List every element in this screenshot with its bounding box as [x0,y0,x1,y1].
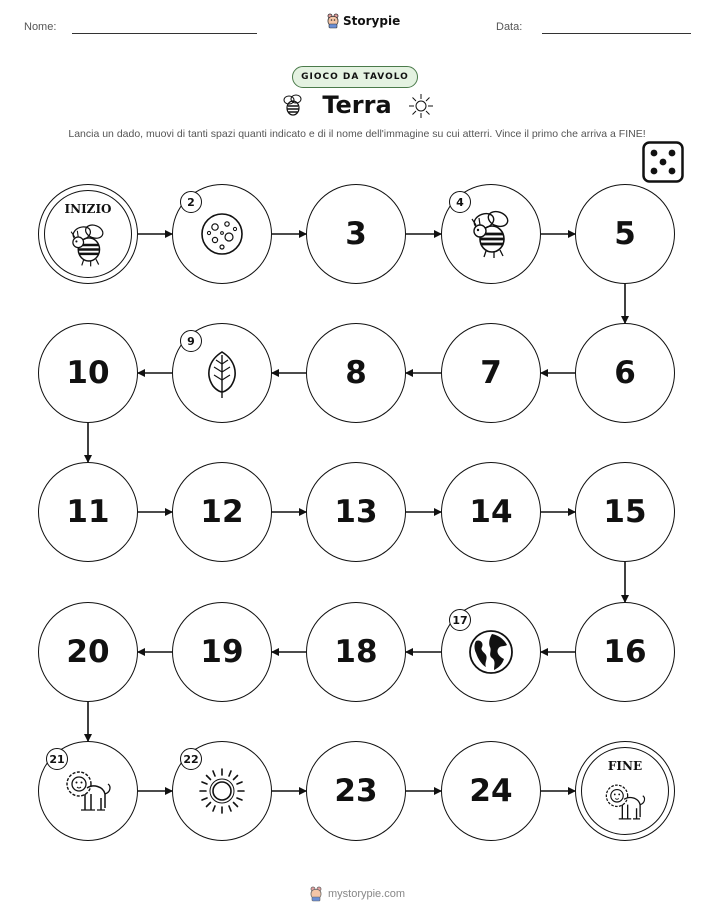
footer-url[interactable]: mystorypie.com [327,888,406,900]
board-space-3 [306,184,406,284]
space-number-badge: 9 [180,330,202,352]
instructions-text: Lancia un dado, muovi di tanti spazi quanti indicato e di il nome dell'immagine su cui atterri. Vince il primo che arriva a FINE! [68,128,646,140]
space-number: 23 [334,773,378,809]
board-space-4 [441,184,541,284]
board-space-8 [306,323,406,423]
board-space-20 [38,602,138,702]
lion-icon [61,764,115,818]
board-space-22 [172,741,272,841]
start-space [38,184,138,284]
board-space-6 [575,323,675,423]
board-space-18 [306,602,406,702]
board-space-14 [441,462,541,562]
board-space-15 [575,462,675,562]
space-number: 13 [334,494,378,530]
space-number: 3 [345,216,367,252]
board-space-23 [306,741,406,841]
moon-icon [195,207,249,261]
space-number: 5 [614,216,636,252]
board-space-9 [172,323,272,423]
space-number: 19 [200,634,244,670]
space-number: 16 [603,634,647,670]
board-space-21 [38,741,138,841]
earth-icon [464,625,518,679]
finish-space [575,741,675,841]
space-number-badge: 17 [449,609,471,631]
board-space-17 [441,602,541,702]
storypie-mascot-icon [309,886,323,902]
space-number: 7 [480,355,502,391]
space-number: 12 [200,494,244,530]
board-title: Terra [322,91,392,119]
board-space-19 [172,602,272,702]
name-label: Nome: [24,21,57,33]
space-number: 6 [614,355,636,391]
board-space-5 [575,184,675,284]
space-number: 20 [66,634,110,670]
lion-icon [601,756,649,826]
sun-icon [195,764,249,818]
space-number: 10 [66,355,110,391]
space-number-badge: 4 [449,191,471,213]
space-number-badge: 2 [180,191,202,213]
leaf-icon [195,346,249,400]
board-space-2 [172,184,272,284]
finish-label: FINE [607,759,643,773]
game-type-badge: GIOCO DA TAVOLO [292,66,418,88]
board-space-7 [441,323,541,423]
space-number: 18 [334,634,378,670]
board-space-13 [306,462,406,562]
bee-icon [464,207,518,261]
brand-name: Storypie [343,14,401,28]
board-space-24 [441,741,541,841]
board-space-16 [575,602,675,702]
footer [0,886,714,902]
board-space-10 [38,323,138,423]
date-label: Data: [496,21,523,33]
space-number: 11 [66,494,110,530]
board-space-11 [38,462,138,562]
bee-icon [64,199,112,269]
space-number-badge: 22 [180,748,202,770]
space-number: 8 [345,355,367,391]
space-number-badge: 21 [46,748,68,770]
board-space-12 [172,462,272,562]
space-number: 14 [469,494,513,530]
start-label: INIZIO [64,202,112,216]
space-number: 24 [469,773,513,809]
space-number: 15 [603,494,647,530]
